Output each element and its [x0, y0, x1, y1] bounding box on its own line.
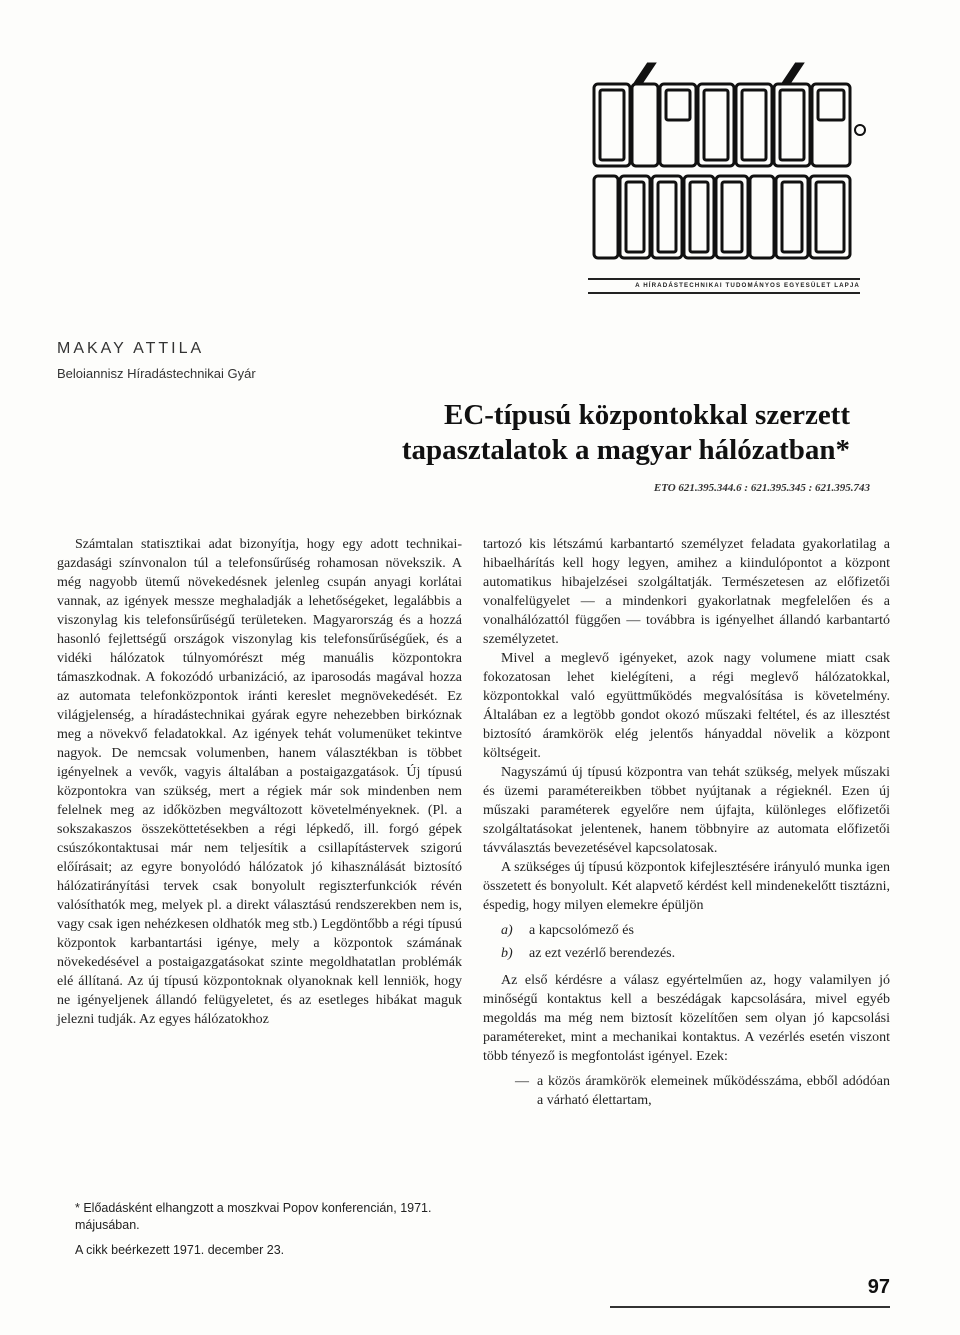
paragraph: Számtalan statisztikai adat bizonyítja, hogy egy adott technikai-gazdasági színvonalon túl a telefonsűrűség rohamosan növekszik. A még nagyobb ütemű növekedésnek jelenleg csupán anyagi korlátai vannak, az igények messze meghaladják a lehetőségeket, legalábbis a viszonylag kis telefonsűrűségű területeken. Magyarország és a hozzá hasonló fejlettségű országok viszonylag kis telefonsűrűségűek, és a vidéki hálózatok túlnyomórészt még manuális központokra támaszkodnak. A fokozódó urbanizáció, az iparosodás magával hozza az automata telefonközpontok iránti kereslet megnövekedését. Ez világjelenség, a híradástechnikai gyárak egyre nehezebben birkóznak meg a növekvő feladatokkal. Az igények tehát volumenüket tekintve nagyok. De nemcsak volumenben, hanem választékban is többet igényelnek a vevők, vagyis általában a postaigazgatások. Új típusú központokra van szükség, mert a régiek már sok mindenben nem felelnek meg az időközben megváltozott követelményeknek. (Pl. a sokszakaszos összeköttetésekben a régi lépkedő, ill. forgó gépek csúszókontaktusai már nem teljesítik a csillapítástervek szigorú előírásait; az egyre bonyolódó hálózatok jó kihasználását biztosító hálózatirányítási tervek csak bonyolult regiszterfunkciók révén valósíthatók meg, melyek pl. a direkt választású rendszerekben nem is, vagy csak igen nehézkesen oldhatók meg stb.) Legdöntőbb a régi típusú központok karbantartási igénye, mely a központok számának növekedésével a postaigazgatásokat szinte megoldhatatlan problémák elé állítaná. Az új típusú központoknak olyanoknak kell lenniök, hogy ne igényeljenek állandó felügyeletet, és az esetleges hibákat maguk jelezni tudják. Az egyes hálózatokhoz [57, 537, 462, 1027]
author-name: MAKAY ATTILA [57, 340, 205, 357]
paragraph: Nagyszámú új típusú központra van tehát szükség, melyek műszaki és üzemi paramétereikben többet nyújtanak a régieknél. Ezen új műszaki paraméterek egyelőre nem újfajta, különleges előfizetői szolgáltatásokat jelentenek, hanem többnyire az automata előfizetői távválasztás bevezetésével kapcsolatosak. [483, 765, 890, 856]
list-item [483, 1072, 890, 1110]
body-column-right [483, 535, 890, 1110]
journal-logo [588, 62, 868, 262]
masthead-rule-top [588, 278, 860, 280]
body-column-left [57, 535, 462, 1029]
paragraph: A szükséges új típusú központok kifejlesztésére irányuló munka igen összetett és bonyolult. Két alapvető kérdést kell mindenekelőtt tisztázni, éspedig, hogy milyen elemekre épüljön [483, 860, 890, 913]
author-affiliation: Beloiannisz Híradástechnikai Gyár [57, 366, 256, 381]
paragraph: Mivel a meglevő igényeket, azok nagy volumene miatt csak fokozatosan lehet kielégíteni, a régi meglevő hálózatokkal, központokkal való együttműködés megvalósítása is követelmény. Általában ez a legtöbb gondot okozó műszaki feltétel, és az illesztést biztosító áramkörök elég jelentős hányaddal növelik a központ költségeit. [483, 651, 890, 761]
page-number: 97 [867, 1276, 890, 1298]
masthead-rule-bottom [588, 292, 860, 294]
udc-classification: ETO 621.395.344.6 : 621.395.345 : 621.395.743 [653, 482, 870, 494]
page-number-rule [610, 1306, 890, 1308]
article-title-line-1: EC-típusú központokkal szerzett [443, 399, 850, 431]
list-item-label: a) [501, 923, 513, 938]
received-date: A cikk beérkezett 1971. december 23. [75, 1243, 285, 1257]
list-item-dash: — [515, 1074, 529, 1089]
list-item-label: b) [501, 946, 513, 961]
list-item-text: a közös áramkörök elemeinek működésszáma, ebből adódóan a várható élettartam, [537, 1074, 890, 1108]
journal-logo-artwork [588, 62, 868, 262]
footnote: * Előadásként elhangzott a moszkvai Popov konferencián, 1971. májusában. [75, 1201, 432, 1232]
list-item-text: a kapcsolómező és [529, 923, 634, 938]
paragraph: Az első kérdésre a válasz egyértelműen az, hogy valamilyen jó minőségű kontaktus kell a beszédágak kapcsolására, mivel egyéb megoldás ma még nem biztosít közelítően sem olyan jó kapcsolási paramétereket, mint a mechanikai kontaktus. A vezérlés esetén viszont több tényező is megfontolást igényel. Ezek: [483, 973, 890, 1064]
paragraph: tartozó kis létszámú karbantartó személyzet feladata gyakorlatilag a hibaelhárítás kell hogy legyen, amihez a kiindulópontot a központ automatikus hibajelzései szolgáltatják. Természetesen az előfizetői vonalfelügyelet — a mindenkori gyakorlatnak megfelelően és a vonalhálózattól függően — továbbra is igényelhet állandó karbantartó személyzetet. [483, 537, 890, 647]
masthead-subtitle: A HÍRADÁSTECHNIKAI TUDOMÁNYOS EGYESÜLET LAPJA [635, 282, 860, 289]
article-title [380, 398, 850, 468]
list-item [483, 944, 890, 963]
list-item [483, 921, 890, 940]
article-title-line-2: tapasztalatok a magyar hálózatban* [401, 434, 850, 466]
list-item-text: az ezt vezérlő berendezés. [529, 946, 676, 961]
